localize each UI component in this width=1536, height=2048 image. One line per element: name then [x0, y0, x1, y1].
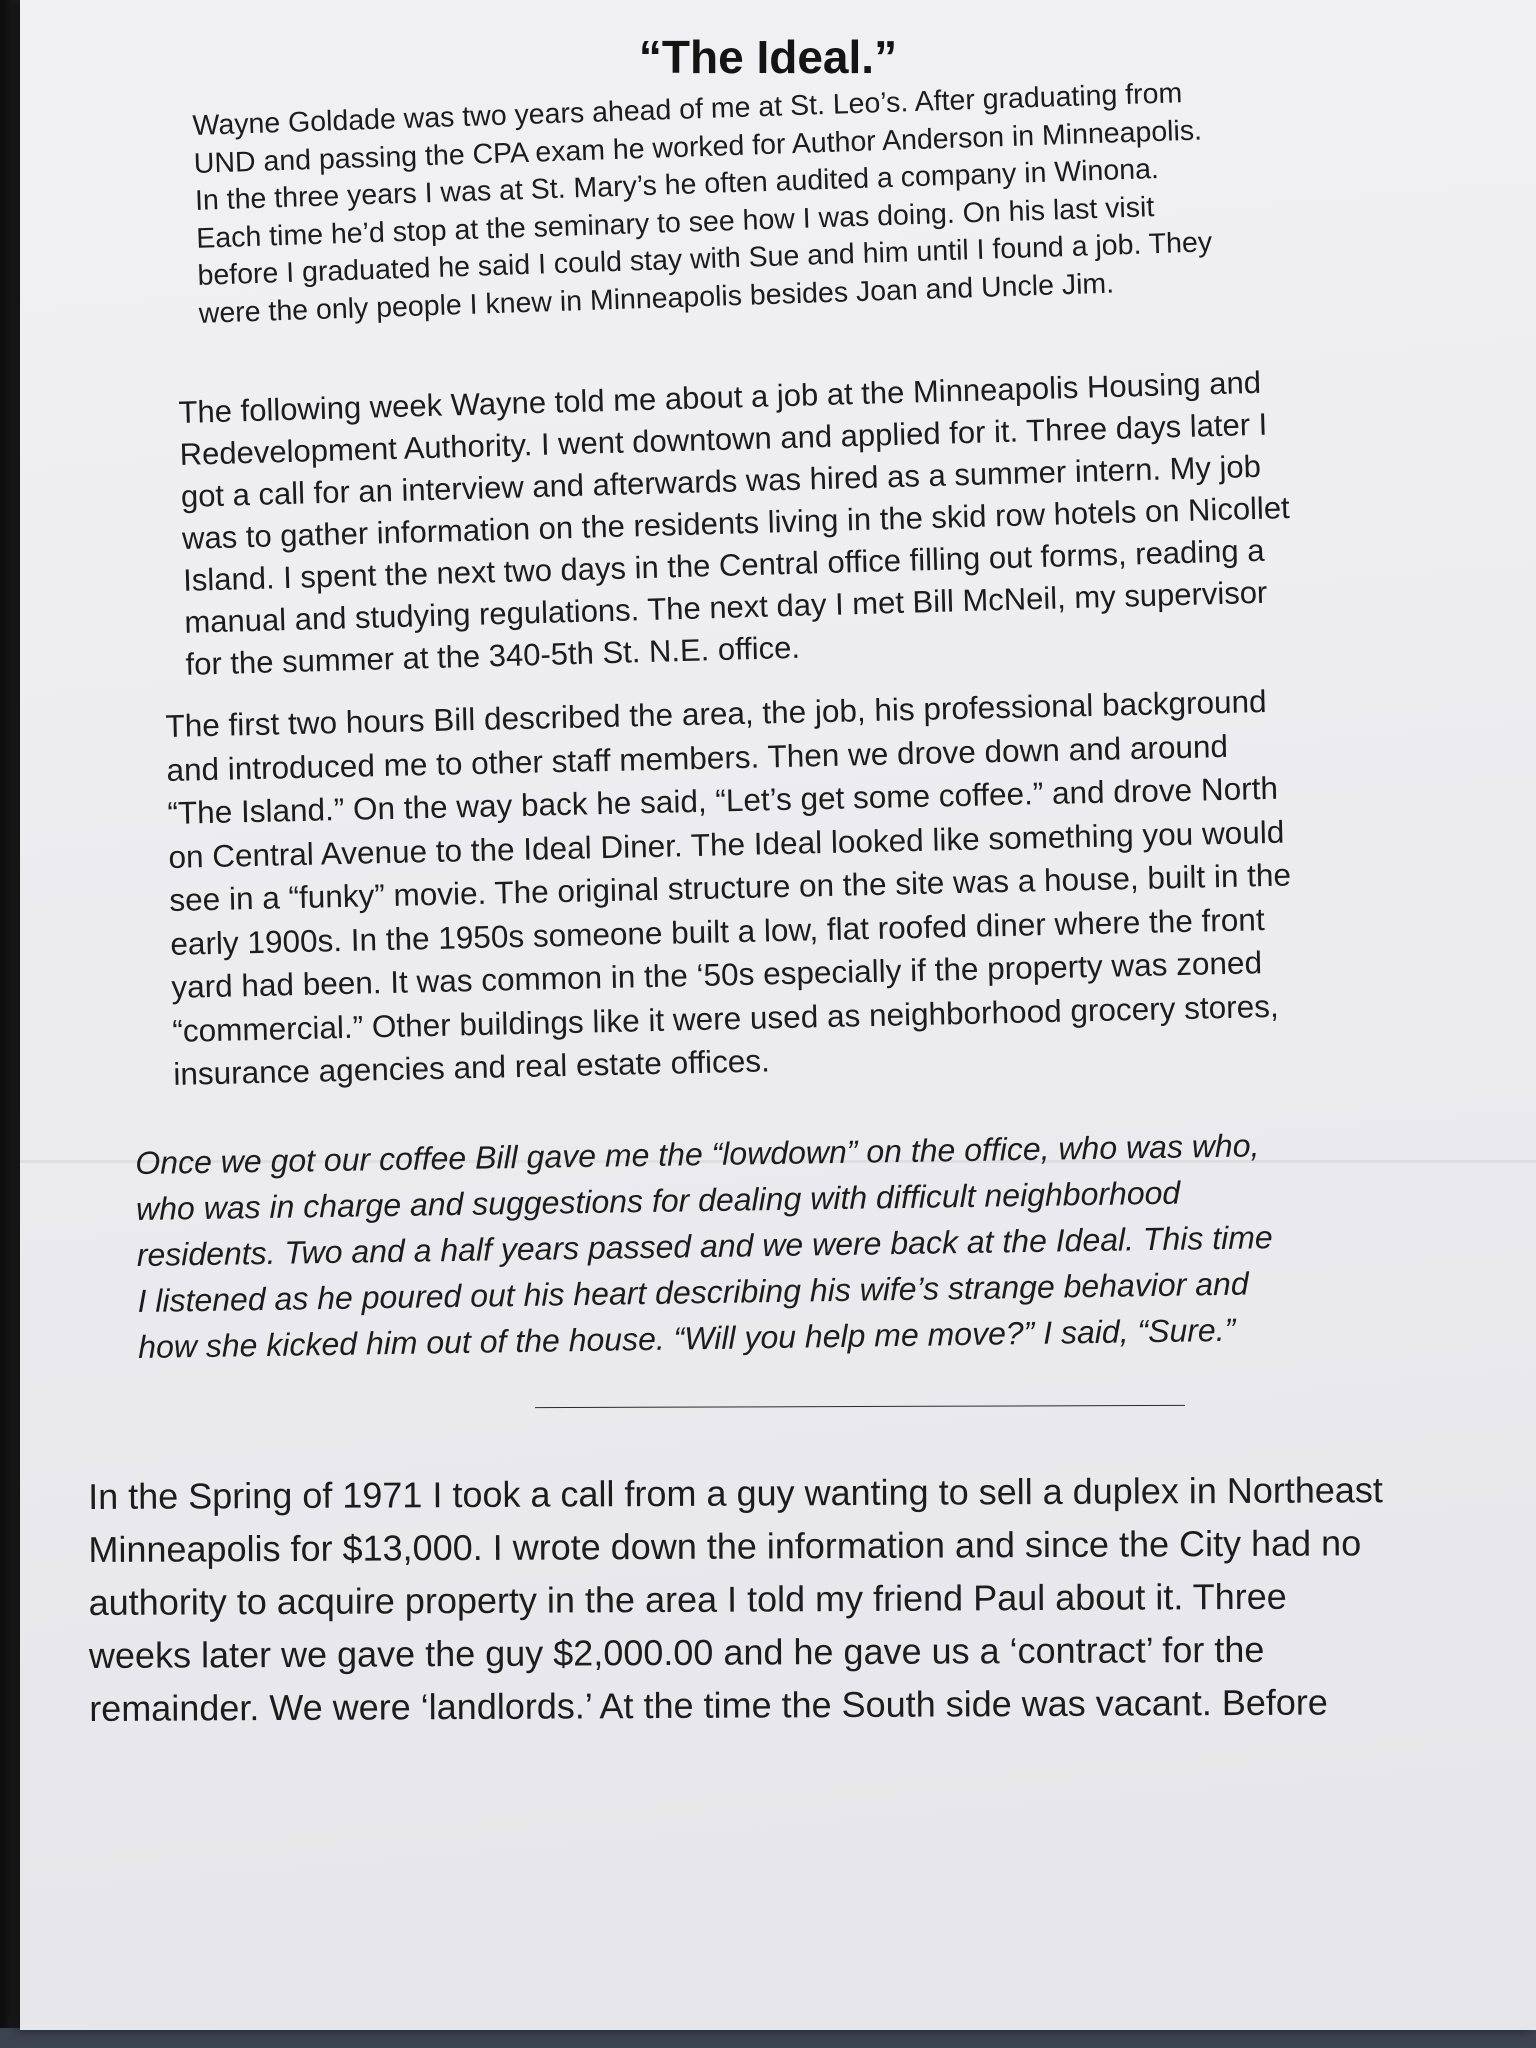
- document-title: “The Ideal.”: [638, 31, 898, 83]
- paragraph-2: The following week Wayne told me about a job at the Minneapolis Housing and Redevelopment Authority. I went downtown and applied for it. Three days later I got a call for an interview and afterwards was hired as a summer intern. My job was to gather information on the residents living in the skid row hotels on Nicollet Island. I spent the next two days in the Central office filling out forms, reading a manual and studying regulations. The next day I met Bill McNeil, my supervisor for the summer at the 340-5th St. N.E. office.: [178, 364, 1291, 682]
- paragraph-1: Wayne Goldade was two years ahead of me at St. Leo’s. After graduating from UND and passing the CPA exam he worked for Author Anderson in Minneapolis. In the three years I was at St. Mary’s he often audited a company in Winona. Each time he’d stop at the seminary to see how I was doing. On his last visit before I graduated he said I could stay with Sue and him until I found a job. They were the only people I knew in Minneapolis besides Joan and Uncle Jim.: [192, 77, 1213, 330]
- background-bottom-edge: [0, 2028, 1536, 2048]
- paragraph-3: The first two hours Bill described the area, the job, his professional background and introduced me to other staff members. Then we drove down and around “The Island.” On the way back he said, “Let’s get some coffee.” and drove North on Central Avenue to the Ideal Diner. The Ideal looked like something you would see in a “funky” movie. The original structure on the site was a house, built in the early 1900s. In the 1950s someone built a low, flat roofed diner where the front yard had been. It was common in the ‘50s especially if the property was zoned “commercial.” Other buildings like it were used as neighborhood grocery stores, insurance agencies and real estate offices.: [165, 683, 1292, 1092]
- paragraph-5: In the Spring of 1971 I took a call from a guy wanting to sell a duplex in Northeast Minneapolis for $13,000. I wrote down the information and since the City had no authority to acquire property in the area I told my friend Paul about it. Three weeks later we gave the guy $2,000.00 and he gave us a ‘contract’ for the remainder. We were ‘landlords.’ At the time the South side was vacant. Before: [88, 1469, 1383, 1729]
- paragraph-4: Once we got our coffee Bill gave me the “lowdown” on the office, who was who, who was in charge and suggestions for dealing with difficult neighborhood residents. Two and a half years passed and we were back at the Ideal. This time I listened as he poured out his heart describing his wife’s strange behavior and how she kicked him out of the house. “Will you help me move?” I said, “Sure.”: [135, 1127, 1273, 1365]
